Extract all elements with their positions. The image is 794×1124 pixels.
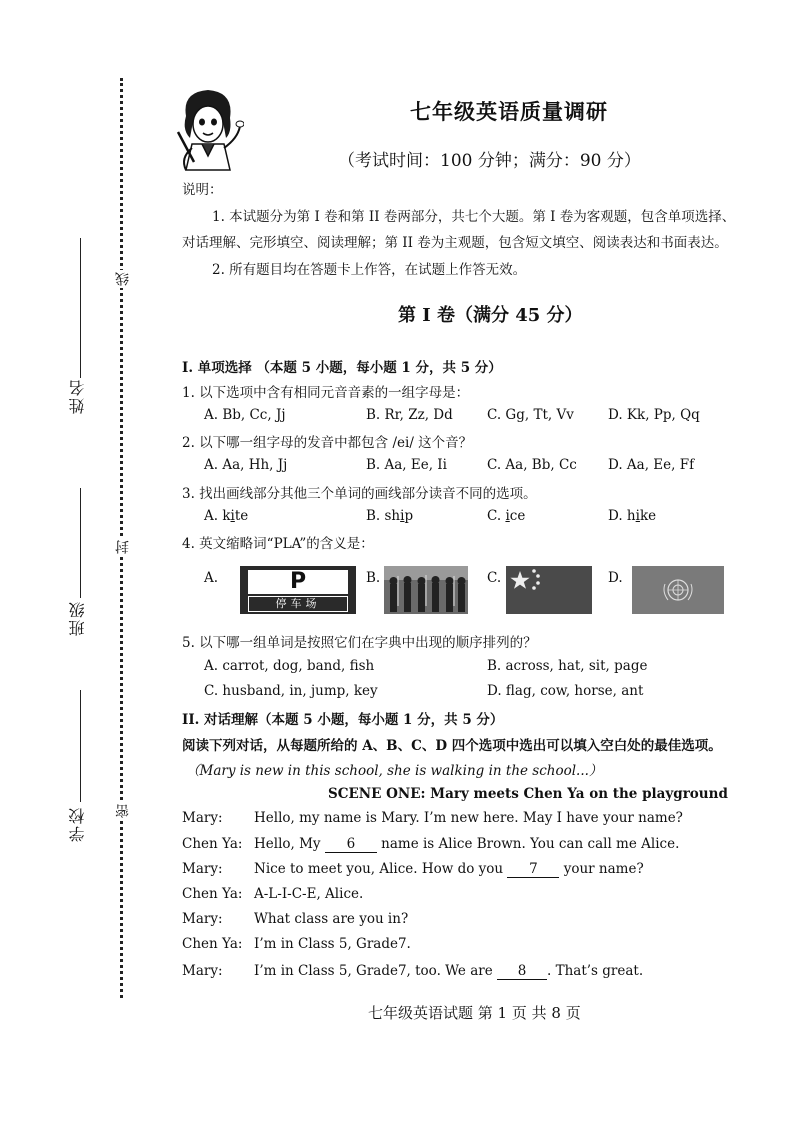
page-footer: 七年级英语试题 第 1 页 共 8 页: [368, 1004, 581, 1022]
q4-option-c-label[interactable]: C.: [487, 570, 502, 586]
q2-stem: 2. 以下哪一组字母的发音中都包含 /ei/ 这个音？: [182, 435, 473, 451]
q3-a-rest: te: [234, 508, 249, 524]
q4-option-a-label[interactable]: A.: [204, 570, 219, 586]
dialogue-line: [182, 963, 643, 980]
q3-b-rest: p: [404, 508, 414, 524]
instructions-heading: 说明：: [182, 182, 223, 198]
scene-one-title: SCENE ONE: Mary meets Chen Ya on the playground: [328, 786, 728, 802]
q3-b-text: B. sh: [366, 508, 401, 524]
q1-stem: 1. 以下选项中含有相同元音音素的一组字母是：: [182, 385, 470, 401]
q3-d-underlined: i: [635, 508, 640, 524]
part-one-title: 第 I 卷（满分 45 分）: [398, 305, 583, 326]
q3-a-text: A. k: [204, 508, 231, 524]
dialogue-text: Hello, My: [254, 836, 325, 852]
q3-option-a[interactable]: [204, 508, 248, 524]
q3-option-b[interactable]: [366, 508, 413, 524]
dialogue-text: Nice to meet you, Alice. How do you: [254, 861, 508, 877]
dialogue-blank-6[interactable]: 6: [325, 836, 377, 853]
china-flag-image[interactable]: [506, 566, 592, 614]
binding-mark-xian: 线: [115, 272, 131, 286]
exam-subtitle: （考试时间：100 分钟；满分：90 分）: [338, 151, 641, 171]
class-label: 班级: [68, 600, 87, 636]
dialogue-text: Hello, my name is Mary. I’m new here. May I have your name?: [254, 810, 683, 826]
q1-option-a[interactable]: A. Bb, Cc, Jj: [204, 407, 286, 423]
dialogue-text-after-blank: your name?: [559, 861, 644, 877]
school-field-line[interactable]: [80, 690, 81, 802]
section-2-direction: 阅读下列对话，从每题所给的 A、B、C、D 四个选项中选出可以填入空白处的最佳选项。: [182, 738, 722, 754]
q4-option-d-label[interactable]: D.: [608, 570, 623, 586]
binding-mark-feng: 封: [115, 540, 131, 554]
dialogue-text-after-blank: name is Alice Brown. You can call me Alice.: [376, 836, 680, 852]
q4-option-b-label[interactable]: B.: [366, 570, 381, 586]
dialogue-text: A-L-I-C-E, Alice.: [254, 886, 364, 902]
q3-d-text: D. h: [608, 508, 636, 524]
q3-c-text: C.: [487, 508, 506, 524]
dialogue-line: [182, 886, 363, 902]
q5-option-a[interactable]: A. carrot, dog, band, fish: [204, 658, 375, 674]
q5-stem: 5. 以下哪一组单词是按照它们在字典中出现的顺序排列的？: [182, 635, 537, 651]
q1-option-c[interactable]: C. Gg, Tt, Vv: [487, 407, 574, 423]
q3-a-underlined: i: [230, 508, 235, 524]
class-field-line[interactable]: [80, 488, 81, 598]
dialogue-line: [182, 836, 679, 853]
instruction-item-2: 2. 所有题目均在答题卡上作答，在试题上作答无效。: [212, 262, 527, 278]
binding-mark-mi: 密: [115, 804, 131, 818]
section-1-heading: I. 单项选择 （本题 5 小题，每小题 1 分，共 5 分）: [182, 360, 502, 376]
dialogue-text: What class are you in?: [254, 911, 409, 927]
q3-c-rest: ce: [509, 508, 526, 524]
q2-option-c[interactable]: C. Aa, Bb, Cc: [487, 457, 577, 473]
dialogue-text: I’m in Class 5, Grade7.: [254, 936, 411, 952]
exam-title: 七年级英语质量调研: [410, 99, 608, 124]
name-field-line[interactable]: [80, 238, 81, 378]
q3-b-underlined: i: [400, 508, 405, 524]
q2-option-a[interactable]: A. Aa, Hh, Jj: [204, 457, 288, 473]
dialogue-line: [182, 810, 683, 826]
dialogue-text: I’m in Class 5, Grade7, too. We are: [254, 963, 497, 979]
school-label: 学校: [68, 806, 87, 842]
q3-stem: 3. 找出画线部分其他三个单词的画线部分读音不同的选项。: [182, 486, 537, 502]
dialogue-line: [182, 911, 408, 927]
section-2-context: （Mary is new in this school, she is walking in the school...）: [186, 763, 603, 779]
q5-option-d[interactable]: D. flag, cow, horse, ant: [487, 683, 644, 699]
un-flag-image[interactable]: [632, 566, 724, 614]
section-2-heading: II. 对话理解（本题 5 小题，每小题 1 分，共 5 分）: [182, 712, 504, 728]
teacher-mascot-illustration: [172, 86, 244, 172]
q1-option-d[interactable]: D. Kk, Pp, Qq: [608, 407, 700, 423]
dialogue-speaker: Mary:: [182, 963, 223, 979]
dialogue-line: [182, 936, 411, 952]
q5-option-b[interactable]: B. across, hat, sit, page: [487, 658, 648, 674]
dialogue-speaker: Chen Ya:: [182, 936, 243, 952]
q1-option-b[interactable]: B. Rr, Zz, Dd: [366, 407, 453, 423]
q5-option-c[interactable]: C. husband, in, jump, key: [204, 683, 378, 699]
dialogue-speaker: Mary:: [182, 810, 223, 826]
q3-d-rest: ke: [639, 508, 657, 524]
instruction-item-1-line-1: 1. 本试题分为第 I 卷和第 II 卷两部分，共七个大题。第 I 卷为客观题，包含单项选择、: [212, 209, 736, 225]
instruction-item-1-line-2: 对话理解、完形填空、阅读理解；第 II 卷为主观题，包含短文填空、阅读表达和书面表达。: [182, 235, 728, 251]
q2-option-b[interactable]: B. Aa, Ee, Ii: [366, 457, 447, 473]
soldiers-photo-image[interactable]: [384, 566, 468, 614]
dialogue-speaker: Mary:: [182, 911, 223, 927]
q3-option-c[interactable]: [487, 508, 525, 524]
q3-c-underlined: i: [505, 508, 510, 524]
parking-text: 停车场: [248, 596, 348, 612]
dialogue-text-after-blank: . That’s great.: [547, 963, 644, 979]
q4-stem: 4. 英文缩略词“PLA”的含义是：: [182, 536, 374, 552]
dialogue-speaker: Chen Ya:: [182, 886, 243, 902]
parking-sign-image[interactable]: [240, 566, 356, 614]
dialogue-line: [182, 861, 644, 878]
q2-option-d[interactable]: D. Aa, Ee, Ff: [608, 457, 695, 473]
dialogue-speaker: Chen Ya:: [182, 836, 243, 852]
dialogue-speaker: Mary:: [182, 861, 223, 877]
parking-p-letter: P: [248, 570, 348, 594]
dialogue-blank-8[interactable]: 8: [497, 963, 547, 980]
dialogue-blank-7[interactable]: 7: [507, 861, 559, 878]
q3-option-d[interactable]: [608, 508, 656, 524]
name-label: 姓名: [68, 378, 87, 414]
